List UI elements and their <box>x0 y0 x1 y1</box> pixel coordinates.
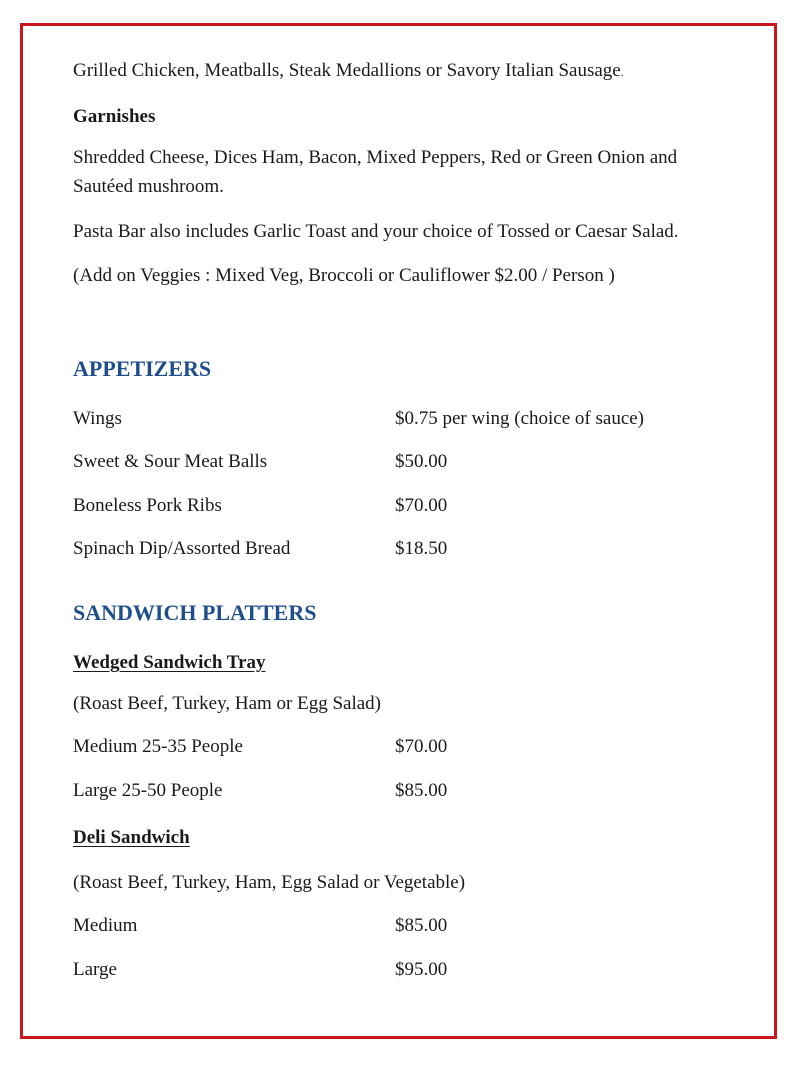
deli-size-price: $95.00 <box>395 959 448 980</box>
appetizer-price: $50.00 <box>395 451 448 472</box>
pasta-proteins-text: Grilled Chicken, Meatballs, Steak Medallions or Savory Italian Sausage <box>73 60 621 81</box>
garnishes-heading: Garnishes <box>73 106 156 127</box>
deli-size-price: $85.00 <box>395 915 448 936</box>
appetizer-name: Boneless Pork Ribs <box>73 495 222 516</box>
deli-sandwich-note: (Roast Beef, Turkey, Ham, Egg Salad or Vegetable) <box>73 872 466 893</box>
wedged-size-name: Large 25-50 People <box>73 780 223 801</box>
appetizer-price: $0.75 per wing (choice of sauce) <box>395 408 645 429</box>
wedged-size-name: Medium 25-35 People <box>73 736 243 757</box>
appetizer-name: Spinach Dip/Assorted Bread <box>73 538 291 559</box>
appetizer-name: Wings <box>73 408 122 429</box>
wedged-tray-title: Wedged Sandwich Tray <box>73 652 266 673</box>
garnishes-line-1: Shredded Cheese, Dices Ham, Bacon, Mixed Peppers, Red or Green Onion and <box>73 147 678 168</box>
appetizers-heading: APPETIZERS <box>73 356 212 381</box>
appetizer-price: $18.50 <box>395 538 448 559</box>
veggie-addon-note: (Add on Veggies : Mixed Veg, Broccoli or Cauliflower $2.00 / Person ) <box>73 265 615 286</box>
sandwich-platters-heading: SANDWICH PLATTERS <box>73 600 317 625</box>
wedged-tray-note: (Roast Beef, Turkey, Ham or Egg Salad) <box>73 693 381 714</box>
appetizer-price: $70.00 <box>395 495 448 516</box>
appetizer-name: Sweet & Sour Meat Balls <box>73 451 268 472</box>
pasta-proteins-period: . <box>620 65 624 79</box>
pasta-bar-includes: Pasta Bar also includes Garlic Toast and your choice of Tossed or Caesar Salad. <box>73 221 679 242</box>
deli-size-name: Large <box>73 959 117 980</box>
garnishes-line-2: Sautéed mushroom. <box>73 176 224 197</box>
deli-sandwich-title: Deli Sandwich <box>73 827 190 848</box>
wedged-size-price: $85.00 <box>395 780 448 801</box>
wedged-size-price: $70.00 <box>395 736 448 757</box>
deli-size-name: Medium <box>73 915 138 936</box>
pasta-proteins-line <box>73 59 624 84</box>
